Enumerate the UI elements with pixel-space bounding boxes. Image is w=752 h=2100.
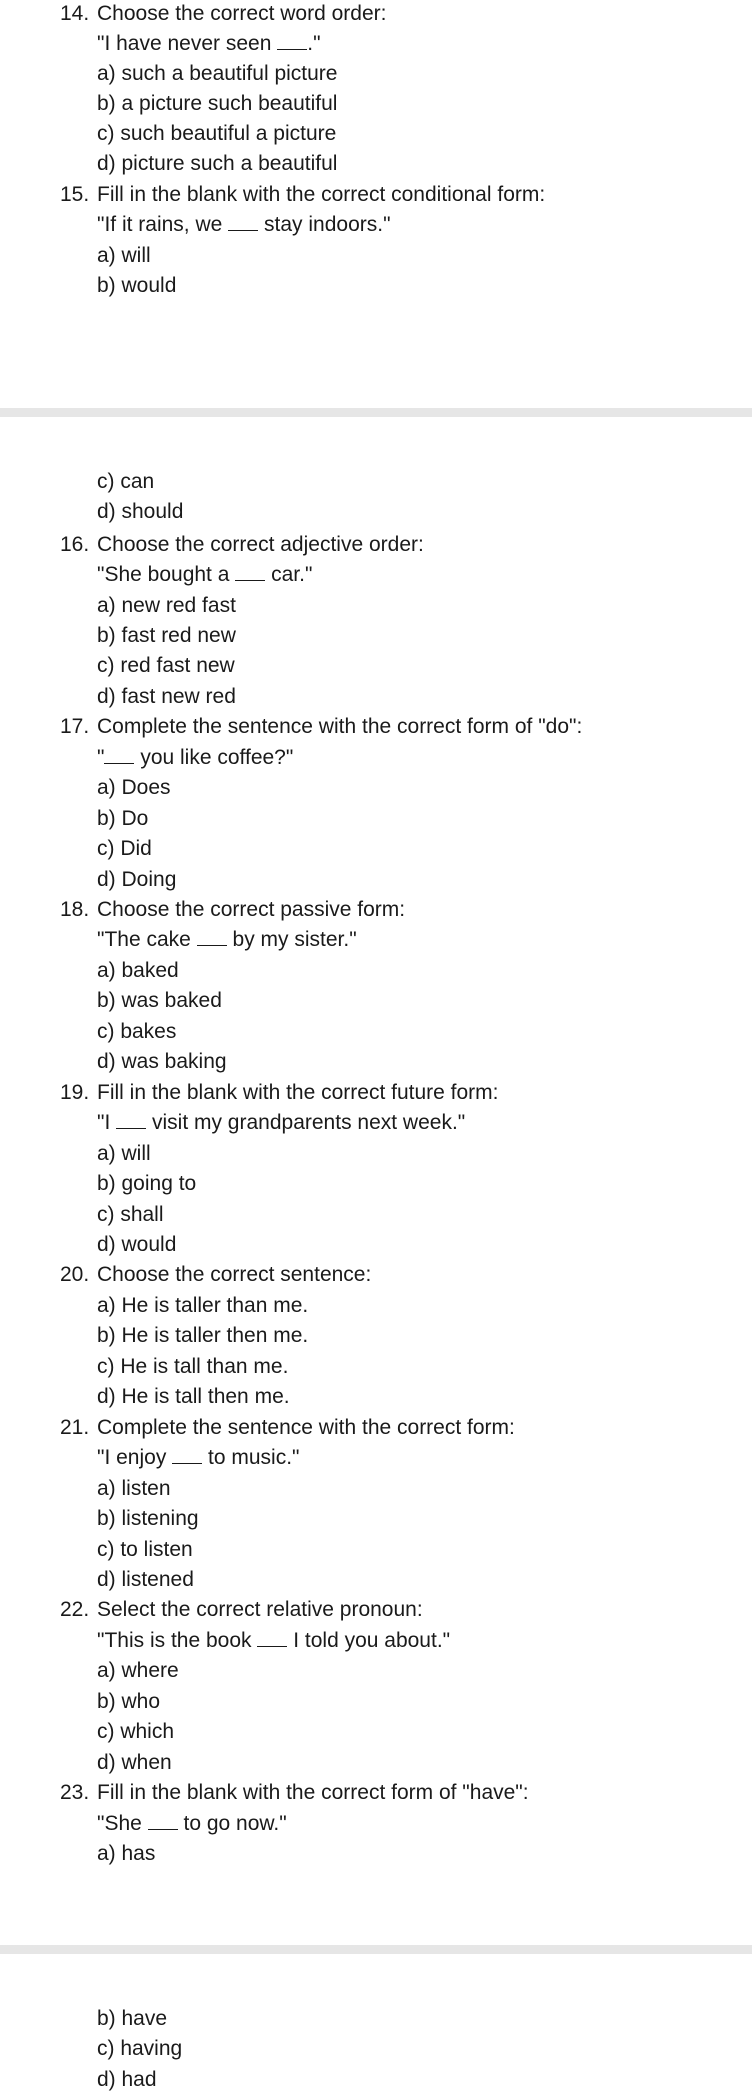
sentence-after-blank: by my sister." bbox=[232, 928, 357, 951]
option-label: c) such beautiful a picture bbox=[97, 122, 337, 145]
option-label: a) where bbox=[97, 1659, 179, 1682]
option-label: d) picture such a beautiful bbox=[97, 152, 338, 175]
sentence-before-blank: " bbox=[97, 746, 105, 769]
sentence-before-blank: "I bbox=[97, 1111, 111, 1134]
sentence-before-blank: "She bought a bbox=[97, 563, 230, 586]
option-label: a) new red fast bbox=[97, 594, 236, 617]
option-label: c) He is tall than me. bbox=[97, 1355, 289, 1378]
question-prompt: Choose the correct passive form: bbox=[97, 898, 406, 921]
option-label: d) listened bbox=[97, 1568, 194, 1591]
option-label: b) He is taller then me. bbox=[97, 1324, 309, 1347]
answer-blank bbox=[116, 1110, 146, 1129]
question-prompt: Choose the correct sentence: bbox=[97, 1263, 372, 1286]
question-number: 21. bbox=[60, 1416, 90, 1439]
question-prompt: Fill in the blank with the correct form of "have": bbox=[97, 1781, 529, 1804]
option-label: d) had bbox=[97, 2068, 157, 2091]
option-label: c) red fast new bbox=[97, 654, 235, 677]
sentence-after-blank: ." bbox=[307, 32, 321, 55]
option-label: b) a picture such beautiful bbox=[97, 92, 338, 115]
option-label: b) have bbox=[97, 2007, 168, 2030]
option-label: c) having bbox=[97, 2037, 183, 2060]
question-number: 17. bbox=[60, 715, 90, 738]
question-prompt: Choose the correct adjective order: bbox=[97, 533, 424, 556]
option-label: b) fast red new bbox=[97, 624, 236, 647]
question-prompt: Choose the correct word order: bbox=[97, 2, 387, 25]
option-label: b) going to bbox=[97, 1172, 197, 1195]
question-number: 18. bbox=[60, 898, 90, 921]
answer-blank bbox=[104, 745, 134, 764]
option-label: d) would bbox=[97, 1233, 177, 1256]
option-label: c) which bbox=[97, 1720, 175, 1743]
option-label: a) baked bbox=[97, 959, 179, 982]
sentence-after-blank: I told you about." bbox=[293, 1629, 451, 1652]
option-label: a) will bbox=[97, 244, 151, 267]
option-label: a) Does bbox=[97, 776, 171, 799]
answer-blank bbox=[257, 1628, 287, 1647]
answer-blank bbox=[197, 927, 227, 946]
option-label: d) was baking bbox=[97, 1050, 227, 1073]
option-label: a) will bbox=[97, 1142, 151, 1165]
question-prompt: Complete the sentence with the correct form: bbox=[97, 1416, 515, 1439]
page-break-divider bbox=[0, 1945, 752, 1954]
question-number: 16. bbox=[60, 533, 90, 556]
question-prompt: Fill in the blank with the correct future form: bbox=[97, 1081, 499, 1104]
question-number: 14. bbox=[60, 2, 90, 25]
sentence-after-blank: car." bbox=[271, 563, 313, 586]
answer-blank bbox=[172, 1445, 202, 1464]
option-label: a) He is taller than me. bbox=[97, 1294, 309, 1317]
sentence-before-blank: "She bbox=[97, 1812, 142, 1835]
question-number: 22. bbox=[60, 1598, 90, 1621]
option-label: b) was baked bbox=[97, 989, 222, 1012]
question-prompt: Complete the sentence with the correct form of "do": bbox=[97, 715, 583, 738]
page-break-divider bbox=[0, 408, 752, 417]
option-label: d) Doing bbox=[97, 868, 177, 891]
answer-blank bbox=[148, 1811, 178, 1830]
option-label: d) should bbox=[97, 500, 184, 523]
option-label: d) He is tall then me. bbox=[97, 1385, 290, 1408]
question-number: 23. bbox=[60, 1781, 90, 1804]
answer-blank bbox=[235, 562, 265, 581]
option-label: d) when bbox=[97, 1751, 172, 1774]
sentence-after-blank: to music." bbox=[208, 1446, 300, 1469]
sentence-before-blank: "This is the book bbox=[97, 1629, 252, 1652]
option-label: d) fast new red bbox=[97, 685, 236, 708]
option-label: c) bakes bbox=[97, 1020, 177, 1043]
option-label: c) to listen bbox=[97, 1538, 193, 1561]
question-prompt: Fill in the blank with the correct conditional form: bbox=[97, 183, 546, 206]
answer-blank bbox=[228, 212, 258, 231]
sentence-after-blank: to go now." bbox=[183, 1812, 287, 1835]
question-number: 19. bbox=[60, 1081, 90, 1104]
question-number: 20. bbox=[60, 1263, 90, 1286]
sentence-before-blank: "I have never seen bbox=[97, 32, 272, 55]
sentence-after-blank: you like coffee?" bbox=[140, 746, 294, 769]
sentence-before-blank: "If it rains, we bbox=[97, 213, 223, 236]
option-label: a) has bbox=[97, 1842, 156, 1865]
option-label: b) would bbox=[97, 274, 177, 297]
answer-blank bbox=[277, 31, 307, 50]
option-label: b) who bbox=[97, 1690, 161, 1713]
option-label: b) Do bbox=[97, 807, 149, 830]
option-label: c) Did bbox=[97, 837, 152, 860]
option-label: b) listening bbox=[97, 1507, 199, 1530]
option-label: c) can bbox=[97, 470, 155, 493]
option-label: c) shall bbox=[97, 1203, 164, 1226]
sentence-after-blank: visit my grandparents next week." bbox=[151, 1111, 466, 1134]
question-prompt: Select the correct relative pronoun: bbox=[97, 1598, 423, 1621]
sentence-before-blank: "The cake bbox=[97, 928, 191, 951]
option-label: a) such a beautiful picture bbox=[97, 62, 338, 85]
sentence-after-blank: stay indoors." bbox=[264, 213, 391, 236]
question-number: 15. bbox=[60, 183, 90, 206]
sentence-before-blank: "I enjoy bbox=[97, 1446, 167, 1469]
option-label: a) listen bbox=[97, 1477, 171, 1500]
